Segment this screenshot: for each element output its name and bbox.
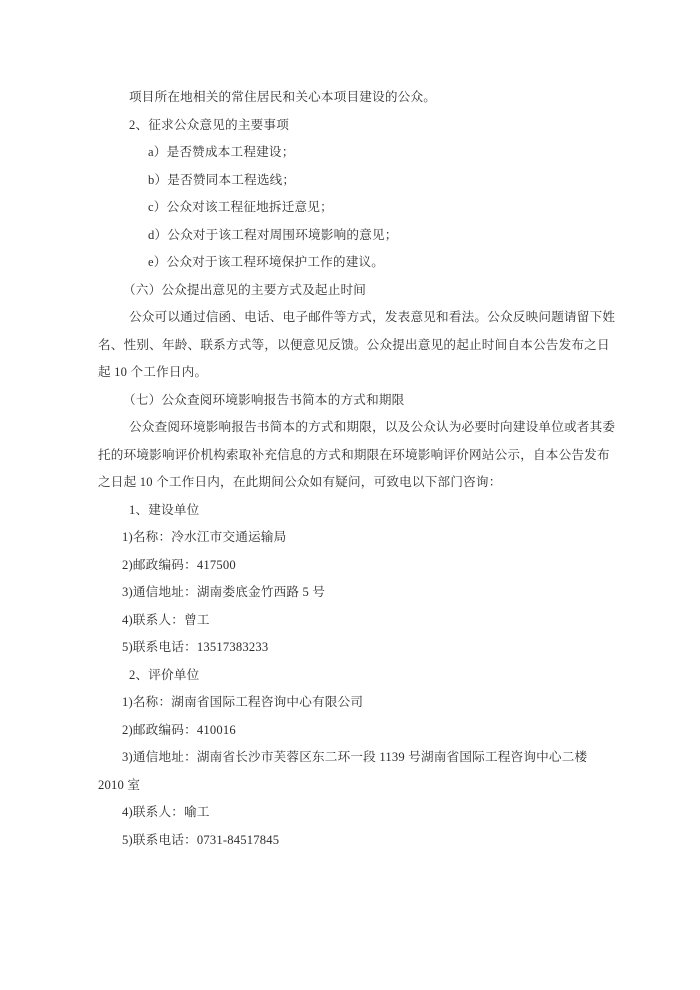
para-review-line-1: 公众查阅环境影响报告书简本的方式和期限，以及公众认为必要时向建设单位或者其委: [129, 420, 616, 434]
para-feedback-line-2: 名、性别、年龄、联系方式等，以便意见反馈。公众提出意见的起止时间自本公告发布之日: [98, 337, 610, 352]
evaluation-unit-address-1: 3)通信地址：湖南省长沙市芙蓉区东二环一段 1139 号湖南省国际工程咨询中心二楼: [122, 750, 588, 764]
construction-unit-address: 3)通信地址：湖南娄底金竹西路 5 号: [122, 585, 326, 599]
evaluation-unit-postcode: 2)邮政编码：410016: [122, 722, 236, 737]
construction-unit-contact: 4)联系人：曾工: [122, 612, 210, 627]
survey-item-d: d）公众对于该工程对周围环境影响的意见；: [148, 227, 398, 242]
heading-evaluation-unit: 2、评价单位: [129, 667, 200, 682]
evaluation-unit-name: 1)名称：湖南省国际工程咨询中心有限公司: [122, 695, 364, 709]
para-feedback-line-3: 起 10 个工作日内。: [98, 365, 208, 379]
survey-item-b: b）是否赞同本工程选线；: [148, 172, 296, 187]
survey-item-e: e）公众对于该工程环境保护工作的建议。: [148, 255, 385, 269]
construction-unit-phone: 5)联系电话：13517383233: [122, 640, 269, 654]
heading-section-six: （六）公众提出意见的主要方式及起止时间: [123, 282, 367, 297]
construction-unit-postcode: 2)邮政编码：417500: [122, 557, 236, 572]
para-target-public: 项目所在地相关的常住居民和关心本项目建设的公众。: [129, 90, 437, 104]
survey-item-c: c）公众对该工程征地拆迁意见；: [148, 200, 333, 214]
heading-section-seven: （七）公众查阅环境影响报告书简本的方式和期限: [123, 392, 405, 407]
survey-item-a: a）是否赞成本工程建设；: [148, 145, 295, 159]
para-review-line-3: 之日起 10 个工作日内，在此期间公众如有疑问，可致电以下部门咨询：: [98, 475, 502, 489]
construction-unit-name: 1)名称：冷水江市交通运输局: [122, 530, 287, 544]
document-body: [98, 84, 616, 854]
para-review-line-2: 托的环境影响评价机构索取补充信息的方式和期限在环境影响评价网站公示，自本公告发布: [98, 447, 610, 462]
heading-construction-unit: 1、建设单位: [129, 502, 200, 517]
evaluation-unit-phone: 5)联系电话：0731-84517845: [122, 832, 280, 847]
heading-survey-topics: 2、征求公众意见的主要事项: [129, 117, 290, 132]
para-feedback-line-1: 公众可以通过信函、电话、电子邮件等方式，发表意见和看法。公众反映问题请留下姓: [129, 310, 616, 324]
evaluation-unit-address-2: 2010 室: [98, 777, 141, 792]
evaluation-unit-contact: 4)联系人：喻工: [122, 805, 210, 819]
